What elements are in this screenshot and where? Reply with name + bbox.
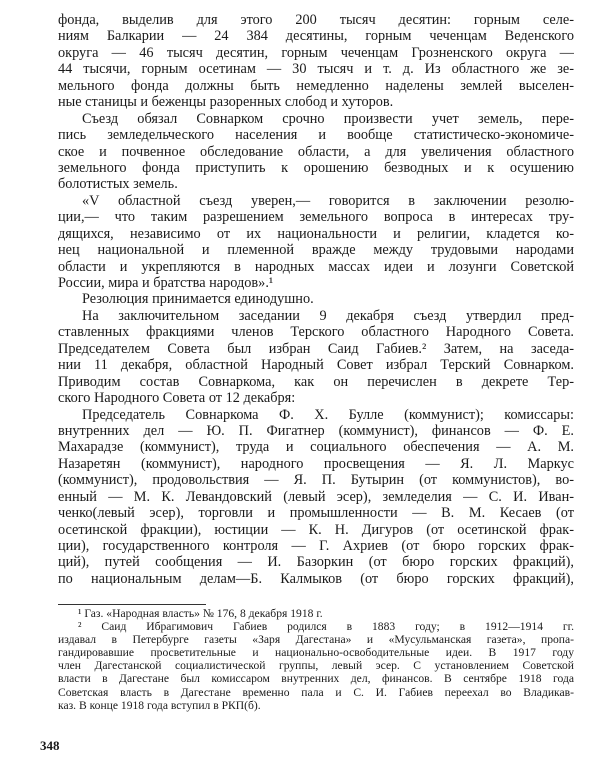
footnote-line: власти в Дагестане был комиссаром внутренних дел, финансов. В сентябре 1918 года xyxy=(58,672,574,686)
text-line: ции,— что таким разрешением земельного вопроса в интересах тру- xyxy=(58,209,574,226)
text-line: Председателем Совета был избран Саид Габиев.² Затем, на заседа- xyxy=(58,340,574,357)
footnote-line: ² Саид Ибрагимович Габиев родился в 1883 году; в 1912—1914 гг. xyxy=(78,620,574,634)
text-line: по национальным делам—Б. Калмыков (от бюро горских фракций), xyxy=(58,570,574,587)
page-number: 348 xyxy=(40,738,60,753)
text-line: ции), государственного контроля — Г. Ахриев (от бюро горских фрак- xyxy=(58,538,574,554)
text-line: ные станицы и беженцы разоренных слобод и хуторов. xyxy=(58,94,394,111)
footnote-line: Советская власть в Дагестане временно пала и С. И. Габиев переехал во Владикав- xyxy=(58,685,574,699)
text-line: дящихся, независимо от их национальности и религии, кладется ко- xyxy=(58,225,574,242)
text-line: пись земледельческого населения и вообще статистическо-экономиче- xyxy=(58,127,574,144)
text-line: 44 тысячи, горным осетинам — 30 тысяч и т. д. Из областного же зе- xyxy=(58,61,574,78)
text-line: ставленных фракциями членов Терского областного Народного Совета. xyxy=(58,324,574,341)
text-line: мельного фонда должны быть немедленно наделены землей выселен- xyxy=(58,77,574,94)
footnote-line: член Дагестанской социалистической группы, левый эсер. С установлением Советской xyxy=(58,659,574,673)
text-line: фонда, выделив для этого 200 тысяч десятин: горным селе- xyxy=(58,12,574,28)
text-line: округа — 46 тысяч десятин, горным чеченцам Грозненского округа — xyxy=(58,44,574,61)
text-line: болотистых земель. xyxy=(58,176,178,193)
text-line: ское и почвенное обследование области, а для увеличения областного xyxy=(58,143,574,160)
text-line: (коммунист), продовольствия — Я. П. Бутырин (от коммунистов), во- xyxy=(58,472,574,489)
text-line: земельного фонда приступить к орошению безводных и к осушению xyxy=(58,159,574,176)
footnote-separator xyxy=(58,604,206,605)
text-line: ниям Балкарии — 24 384 десятины, горным чеченцам Веденского xyxy=(58,28,574,45)
text-line: «V областной съезд уверен,— говорится в заключении резолю- xyxy=(82,192,574,209)
text-line: Резолюция принимается единодушно. xyxy=(82,291,314,308)
text-line: области и укрепляются в народных массах идеи и лозунги Советской xyxy=(58,258,574,275)
footnote-line: гандировавшие просветительные и национально-освободительные идеи. В 1917 году xyxy=(58,646,574,660)
text-line: На заключительном заседании 9 декабря съезд утвердил пред- xyxy=(82,307,574,324)
footnote-line: каз. В конце 1918 года вступил в РКП(б). xyxy=(58,698,261,712)
text-line: Назаретян (коммунист), народного просвещения — Я. Л. Маркус xyxy=(58,455,574,472)
text-line: России, мира и братства народов».¹ xyxy=(58,275,274,291)
text-line: Приводим состав Совнаркома, как он перечислен в декрете Тер- xyxy=(58,373,574,390)
text-line: енный — М. К. Левандовский (левый эсер), земледелия — С. И. Иван- xyxy=(58,488,574,505)
footnote-line: ¹ Газ. «Народная власть» № 176, 8 декабря 1918 г. xyxy=(78,607,323,620)
text-line: осетинской фракции), юстиции — К. Н. Дигуров (от осетинской фрак- xyxy=(58,521,574,538)
footnotes xyxy=(58,607,574,712)
footnote-line: издавал в Петербурге газеты «Заря Дагестана» и «Мусульманская газета», пропа- xyxy=(58,633,574,647)
main-text xyxy=(58,12,574,587)
text-line: нии 11 декабря, областной Народный Совет избрал Терский Совнарком. xyxy=(58,357,574,374)
text-line: ций), путей сообщения — И. Базоркин (от бюро горских фракций), xyxy=(58,554,574,571)
text-line: ского Народного Совета от 12 декабря: xyxy=(58,390,296,407)
text-line: Махарадзе (коммунист), труда и социального обеспечения — А. М. xyxy=(58,439,574,456)
text-line: внутренних дел — Ю. П. Фигатнер (коммунист), финансов — Ф. Е. xyxy=(58,422,574,439)
text-line: Председатель Совнаркома Ф. Х. Булле (коммунист); комиссары: xyxy=(82,406,574,423)
text-line: ченко(левый эсер), торговли и промышленности — В. М. Кесаев (от xyxy=(58,505,574,522)
text-line: нец национальной и племенной вражде между трудовыми народами xyxy=(58,242,574,259)
text-line: Съезд обязал Совнарком срочно произвести учет земель, пере- xyxy=(82,110,574,127)
